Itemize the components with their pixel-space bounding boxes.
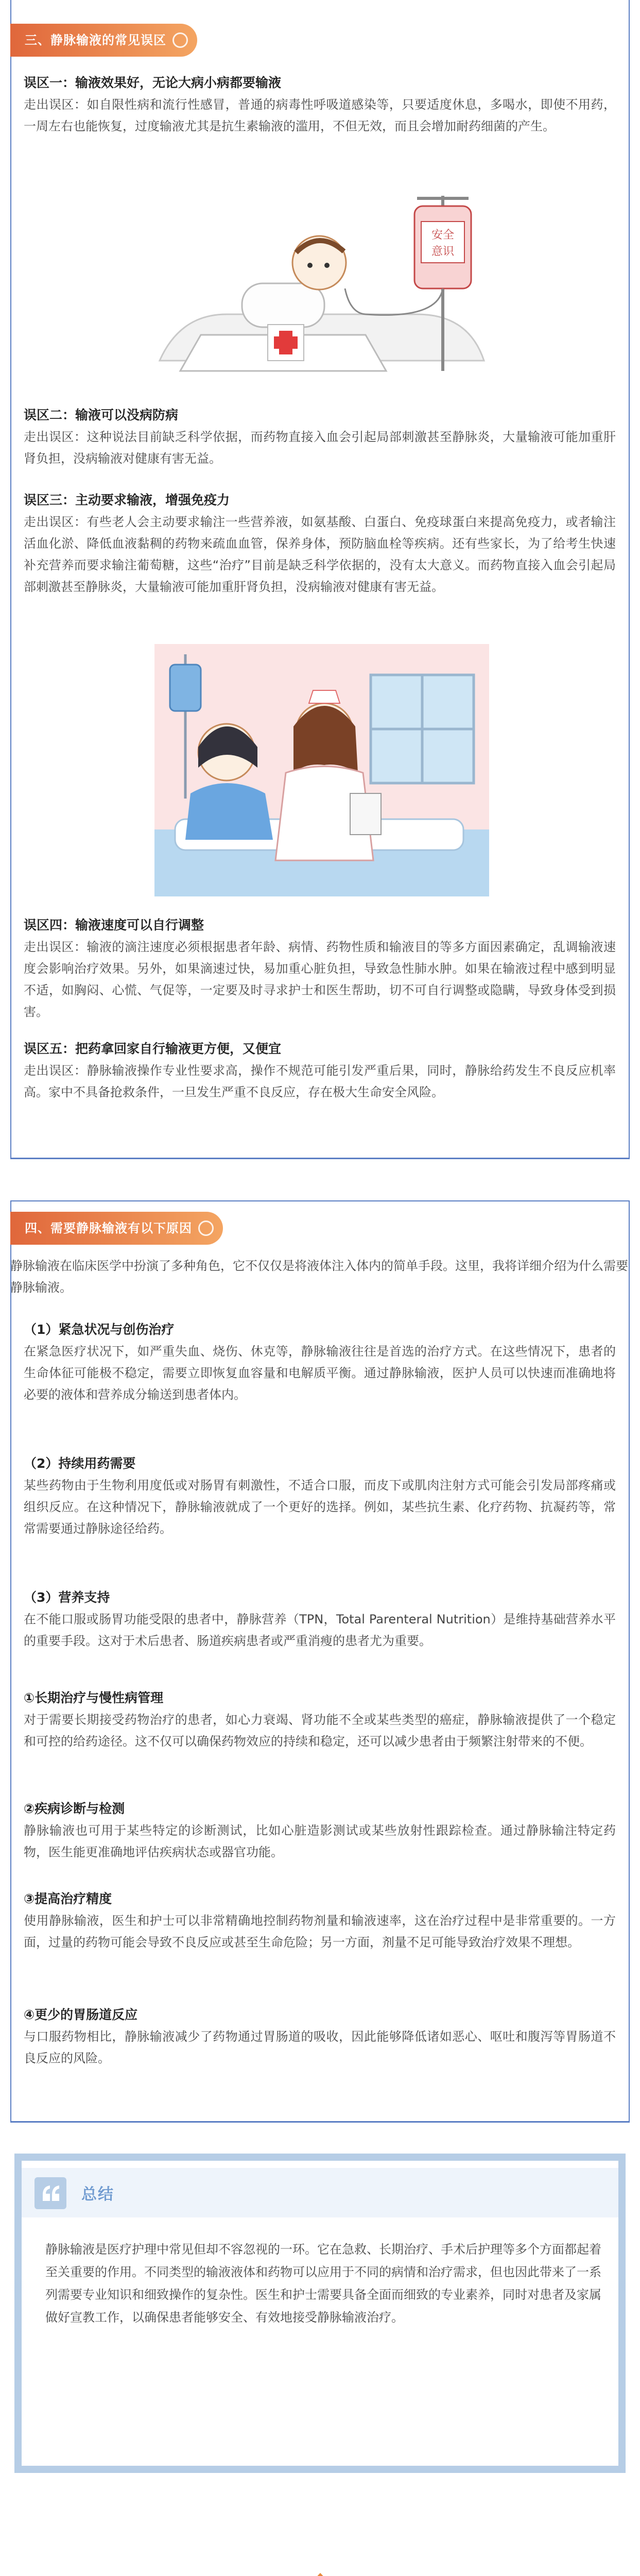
reason-7 xyxy=(24,2004,616,2069)
card-border-bottom xyxy=(10,2121,630,2123)
reasons-intro-text: 静脉输液在临床医学中扮演了多种角色，它不仅仅是将液体注入体内的简单手段。这里，我将详细介绍为什么需要静脉输液。 xyxy=(10,1259,628,1295)
reason-3 xyxy=(24,1587,616,1652)
reason-text: 与口服药物相比，静脉输液减少了药物通过胃肠道的吸收，因此能够降低诸如恶心、呕吐和腹泻等胃肠道不良反应的风险。 xyxy=(24,2029,616,2065)
misconception-title: 误区五：把药拿回家自行输液更方便，又便宜 xyxy=(24,1041,282,1056)
reason-title: （3）营养支持 xyxy=(24,1590,110,1605)
misconception-1 xyxy=(24,72,616,137)
iv-bag-sign-line2: 意识 xyxy=(431,245,455,258)
misconception-text: 走出误区：这种说法目前缺乏科学依据，而药物直接入血会引起局部刺激甚至静脉炎，大量输液可能加重肝肾负担，没病输液对健康有害无益。 xyxy=(24,430,616,466)
reason-4 xyxy=(24,1687,616,1752)
card-border-right xyxy=(629,1200,630,2123)
reason-text: 在不能口服或肠胃功能受限的患者中，静脉营养（TPN，Total Parenteral Nutrition）是维持基础营养水平的重要手段。这对于术后患者、肠道疾病患者或严重消瘦的患者尤为重要。 xyxy=(24,1612,616,1648)
misconception-text: 走出误区：如自限性病和流行性感冒，普通的病毒性呼吸道感染等，只要适度休息，多喝水，即使不用药，一周左右也能恢复，过度输液尤其是抗生素输液的滥用，不但无效，而且会增加耐药细菌的产生。 xyxy=(24,97,616,133)
nurse-patient-image xyxy=(154,644,489,896)
misconception-title: 误区一：输液效果好，无论大病小病都要输液 xyxy=(24,75,282,90)
section-reasons-card xyxy=(0,1200,640,2123)
misconception-text: 走出误区：有些老人会主动要求输注一些营养液，如氨基酸、白蛋白、免疫球蛋白来提高免疫力，或者输注活血化淤、降低血液黏稠的药物来疏血血管，保养身体，预防脑血栓等疾病。还有些家长，为了给考生快速补充营养而要求输注葡萄糖，这些“治疗”目前是缺乏科学依据的，没有太大意义。而药物直接入血会引起局部刺激甚至静脉炎，大量输液可能加重肝肾负担，没病输液对健康有害无益。 xyxy=(24,515,616,594)
misconception-title: 误区三：主动要求输液，增强免疫力 xyxy=(24,493,230,507)
reason-text: 对于需要长期接受药物治疗的患者，如心力衰竭、肾功能不全或某些类型的癌症，静脉输液提供了一个稳定和可控的给药途径。这不仅可以确保药物效应的持续和稳定，还可以减少患者由于频繁注射带来的不便。 xyxy=(24,1713,616,1749)
reason-title: （2）持续用药需要 xyxy=(24,1456,136,1471)
summary-title: 总结 xyxy=(81,2185,114,2204)
reason-title: ③提高治疗精度 xyxy=(24,1891,112,1906)
iv-drip-patient-image xyxy=(149,185,492,379)
section-label-text: 四、需要静脉输液有以下原因 xyxy=(25,1221,192,1235)
misconception-4 xyxy=(24,914,616,1023)
reason-title: ④更少的胃肠道反应 xyxy=(24,2007,138,2022)
label-ring-icon xyxy=(198,1221,214,1236)
label-ring-icon xyxy=(172,32,188,48)
section-misconceptions-card xyxy=(0,0,640,1159)
reason-text: 静脉输液也可用于某些特定的诊断测试，比如心脏造影测试或某些放射性跟踪检查。通过静脉输注特定药物，医生能更准确地评估疾病状态或器官功能。 xyxy=(24,1823,616,1859)
misconception-2 xyxy=(24,404,616,469)
reason-title: ②疾病诊断与检测 xyxy=(24,1801,125,1816)
misconception-text: 走出误区：静脉输液操作专业性要求高，操作不规范可能引发严重后果，同时，静脉给药发生不良反应机率高。家中不具备抢救条件，一旦发生严重不良反应，存在极大生命安全风险。 xyxy=(24,1063,616,1099)
misconception-title: 误区二：输液可以没病防病 xyxy=(24,408,179,422)
illustration-nurse-patient xyxy=(154,644,489,896)
iv-bag-sign-line1: 安全 xyxy=(431,229,455,242)
misconception-title: 误区四：输液速度可以自行调整 xyxy=(24,918,204,933)
reason-title: （1）紧急状况与创伤治疗 xyxy=(24,1322,175,1337)
card-border-bottom xyxy=(10,1158,630,1159)
summary-text: 静脉输液是医疗护理中常见但却不容忽视的一环。它在急救、长期治疗、手术后护理等多个方面都起着至关重要的作用。不同类型的输液液体和药物可以应用于不同的病情和治疗需求，但也因此带来了一系列需要专业知识和细致操作的复杂性。医生和护士需要具备全面而细致的专业素养，同时对患者及家属做好宣教工作，以确保患者能够安全、有效地接受静脉输液治疗。 xyxy=(45,2242,601,2325)
misconception-3 xyxy=(24,489,616,598)
reasons-intro xyxy=(10,1255,628,1298)
section-label-text: 三、静脉输液的常见误区 xyxy=(25,33,166,47)
reason-text: 在紧急医疗状况下，如严重失血、烧伤、休克等，静脉输液往往是首选的治疗方式。在这些情况下，患者的生命体征可能极不稳定，需要立即恢复血容量和电解质平衡。通过静脉输液，医护人员可以快速而准确地将必要的液体和营养成分输送到患者体内。 xyxy=(24,1344,616,1402)
illustration-iv-drip-patient xyxy=(149,185,492,379)
section-label-reasons xyxy=(10,1212,223,1245)
reason-text: 使用静脉输液，医生和护士可以非常精确地控制药物剂量和输液速率，这在治疗过程中是非常重要的。一方面，过量的药物可能会导致不良反应或甚至生命危险；另一方面，剂量不足可能导致治疗效果不理想。 xyxy=(24,1913,616,1950)
card-border-right xyxy=(629,0,630,1159)
reason-2 xyxy=(24,1453,616,1539)
misconception-5 xyxy=(24,1038,616,1103)
reason-title: ①长期治疗与慢性病管理 xyxy=(24,1690,164,1705)
reason-6 xyxy=(24,1888,616,1953)
summary-header xyxy=(22,2168,618,2217)
quote-icon xyxy=(34,2177,66,2209)
card-border-top xyxy=(10,1200,630,1201)
misconception-text: 走出误区：输液的滴注速度必须根据患者年龄、病情、药物性质和输液目的等多方面因素确定，乱调输液速度会影响治疗效果。另外，如果滴速过快，易加重心脏负担，导致急性肺水肿。如果在输液过程中感到明显不适，如胸闷、心慌、气促等，一定要及时寻求护士和医生帮助，切不可自行调整或隐瞒，导致身体受到损害。 xyxy=(24,940,616,1019)
reason-1 xyxy=(24,1319,616,1405)
reason-text: 某些药物由于生物利用度低或对肠胃有刺激性，不适合口服，而皮下或肌肉注射方式可能会引发局部疼痛或组织反应。在这种情况下，静脉输液就成了一个更好的选择。例如，某些抗生素、化疗药物、抗凝药等，常常需要通过静脉途径给药。 xyxy=(24,1478,616,1536)
card-border-left xyxy=(10,0,11,1159)
reason-5 xyxy=(24,1798,616,1863)
card-border-left xyxy=(10,1200,11,2123)
summary-box xyxy=(14,2154,626,2473)
section-label-misconceptions xyxy=(10,24,197,57)
summary-inner xyxy=(22,2161,618,2466)
end-leaf-icon xyxy=(303,2571,338,2576)
